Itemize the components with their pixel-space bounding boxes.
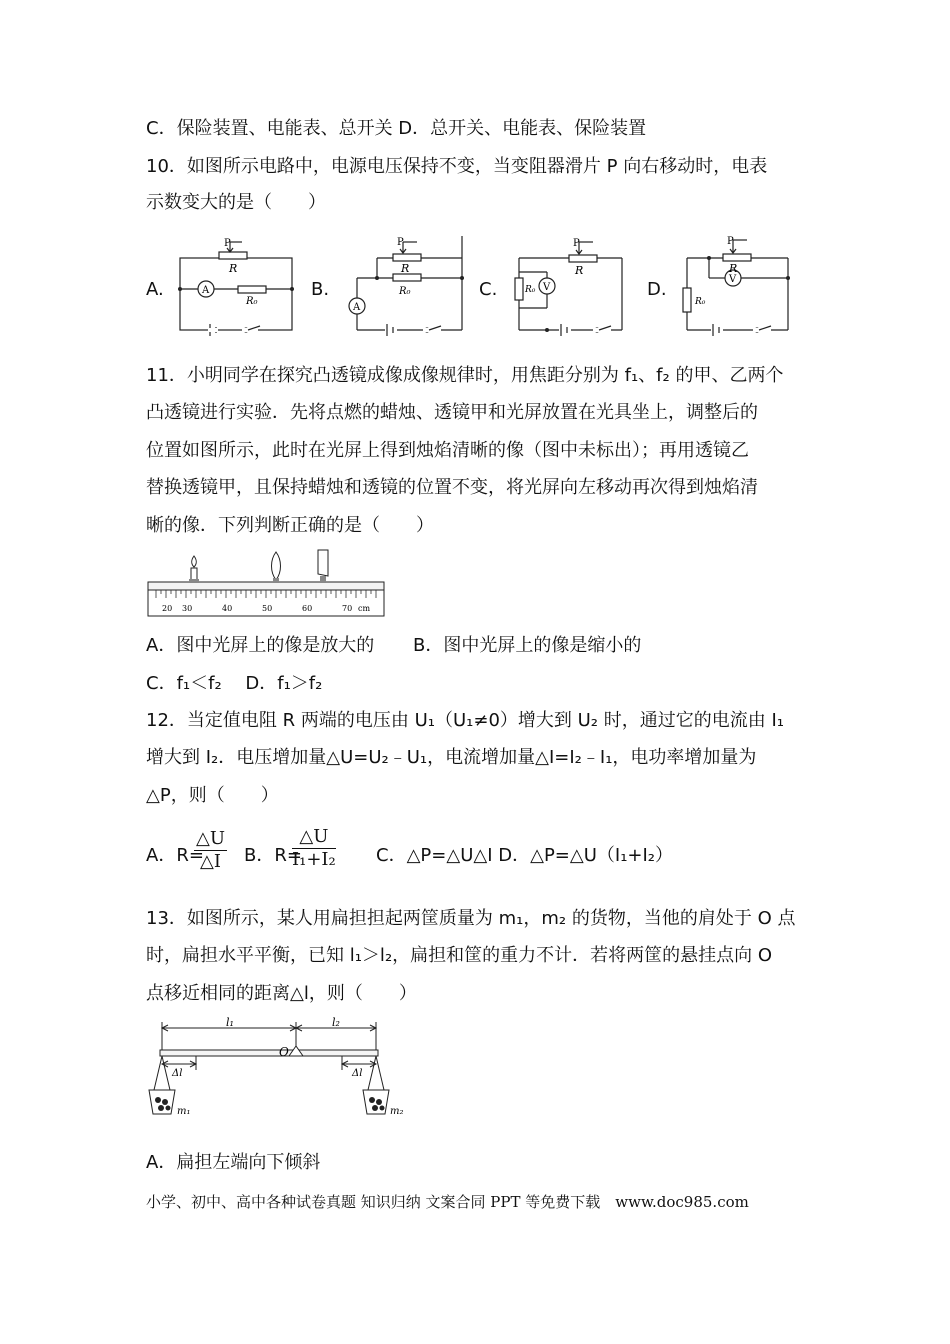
- ammeter-a-label: A: [353, 302, 361, 313]
- fraction-denominator: △I: [200, 851, 221, 872]
- rheostat-r-label: R: [401, 262, 410, 275]
- q12-option-b-fraction: [292, 826, 336, 871]
- q10-circuit-d-diagram: [673, 232, 795, 338]
- q11-option-cd: C．f₁＜f₂ D．f₁＞f₂: [146, 673, 323, 694]
- ruler-tick-label: 40: [222, 604, 233, 613]
- q10-option-c-label: C.: [479, 279, 498, 300]
- rheostat-r-label: R: [229, 262, 238, 275]
- resistor-r0-label: R₀: [399, 286, 411, 297]
- ruler-tick-label: 70: [342, 604, 353, 613]
- mass-m1-label: m₁: [177, 1106, 191, 1117]
- q10-stem-line1: 10．如图所示电路中，电源电压保持不变，当变阻器滑片 P 向右移动时，电表: [146, 156, 768, 177]
- q10-circuit-b-diagram: [337, 232, 467, 338]
- mass-m2-label: m₂: [390, 1106, 404, 1117]
- q13-option-a: A．扁担左端向下倾斜: [146, 1152, 321, 1173]
- slider-p-label: P: [727, 236, 734, 247]
- rheostat-r-label: R: [575, 264, 584, 277]
- rheostat-r-label: R: [729, 262, 738, 275]
- q11-stem-line3: 位置如图所示，此时在光屏上得到烛焰清晰的像（图中未标出）；再用透镜乙: [146, 440, 749, 461]
- q13-stem-line1: 13．如图所示，某人用扁担担起两筐质量为 m₁，m₂ 的货物，当他的肩处于 O 点: [146, 908, 796, 929]
- ruler-tick-label: 50: [262, 604, 273, 613]
- q11-option-a: A．图中光屏上的像是放大的: [146, 635, 375, 656]
- page-footer: 小学、初中、高中各种试卷真题 知识归纳 文案合同 PPT 等免费下载 www.doc985.com: [146, 1193, 749, 1211]
- q12-stem-line3: △P，则（ ）: [146, 785, 279, 806]
- q11-stem-line1: 11．小明同学在探究凸透镜成像成像规律时，用焦距分别为 f₁、f₂ 的甲、乙两个: [146, 365, 784, 386]
- q9-options-cd: C．保险装置、电能表、总开关 D．总开关、电能表、保险装置: [146, 118, 647, 139]
- voltmeter-v-label: V: [543, 282, 551, 293]
- voltmeter-v-label: V: [729, 274, 737, 285]
- q11-optical-bench-diagram: [146, 546, 386, 620]
- resistor-r0-label: R₀: [695, 297, 706, 307]
- fraction-numerator: △U: [292, 826, 336, 849]
- q10-option-d-label: D.: [647, 279, 667, 300]
- slider-p-label: P: [224, 238, 231, 249]
- resistor-r0-label: R₀: [525, 285, 536, 295]
- q11-stem-line2: 凸透镜进行实验．先将点燃的蜡烛、透镜甲和光屏放置在光具坐上，调整后的: [146, 402, 758, 423]
- q12-option-b-prefix: B．R=: [244, 845, 302, 866]
- pivot-o-label: O: [279, 1045, 289, 1059]
- q12-stem-line1: 12．当定值电阻 R 两端的电压由 U₁（U₁≠0）增大到 U₂ 时，通过它的电流由 I₁: [146, 710, 784, 731]
- delta-l-right-label: Δl: [352, 1068, 363, 1079]
- q13-shoulder-pole-diagram: [146, 1014, 408, 1118]
- ruler-tick-label: 60: [302, 604, 313, 613]
- delta-l-left-label: Δl: [172, 1068, 183, 1079]
- length-l2-label: l₂: [332, 1016, 340, 1029]
- lens-icon: [272, 552, 281, 583]
- q10-option-a-label: A.: [146, 279, 164, 300]
- q12-stem-line2: 增大到 I₂．电压增加量△U=U₂﹣U₁，电流增加量△I=I₂﹣I₁，电功率增加量为: [146, 747, 757, 768]
- q10-stem-line2: 示数变大的是（ ）: [146, 192, 326, 213]
- ruler-unit-label: cm: [358, 604, 371, 613]
- q10-option-b-label: B.: [311, 279, 330, 300]
- q12-option-a-prefix: A．R=: [146, 845, 204, 866]
- ammeter-a-label: A: [202, 285, 210, 296]
- ruler-tick-label: 30: [182, 604, 193, 613]
- ruler-tick-label: 20: [162, 604, 173, 613]
- length-l1-label: l₁: [226, 1016, 234, 1029]
- q11-stem-line5: 晰的像．下列判断正确的是（ ）: [146, 515, 434, 536]
- screen-icon: [318, 550, 328, 583]
- resistor-r0-label: R₀: [246, 296, 258, 307]
- slider-p-label: P: [397, 237, 404, 248]
- q13-stem-line3: 点移近相同的距离△l，则（ ）: [146, 983, 417, 1004]
- q10-circuit-a-diagram: [172, 236, 297, 338]
- q11-option-b: B．图中光屏上的像是缩小的: [413, 635, 642, 656]
- candle-icon: [189, 556, 199, 583]
- q11-stem-line4: 替换透镜甲，且保持蜡烛和透镜的位置不变，将光屏向左移动再次得到烛焰清: [146, 477, 758, 498]
- fraction-numerator: △U: [196, 828, 226, 849]
- slider-p-label: P: [573, 238, 580, 249]
- q10-circuit-c-diagram: [507, 236, 632, 338]
- q12-option-a-fraction: [194, 828, 227, 873]
- q13-stem-line2: 时，扁担水平平衡，已知 l₁＞l₂，扁担和筐的重力不计．若将两筐的悬挂点向 O: [146, 945, 773, 966]
- fraction-denominator: I₁+I₂: [292, 849, 336, 870]
- q12-option-cd: C．△P=△U△I D．△P=△U（I₁+I₂）: [376, 845, 674, 866]
